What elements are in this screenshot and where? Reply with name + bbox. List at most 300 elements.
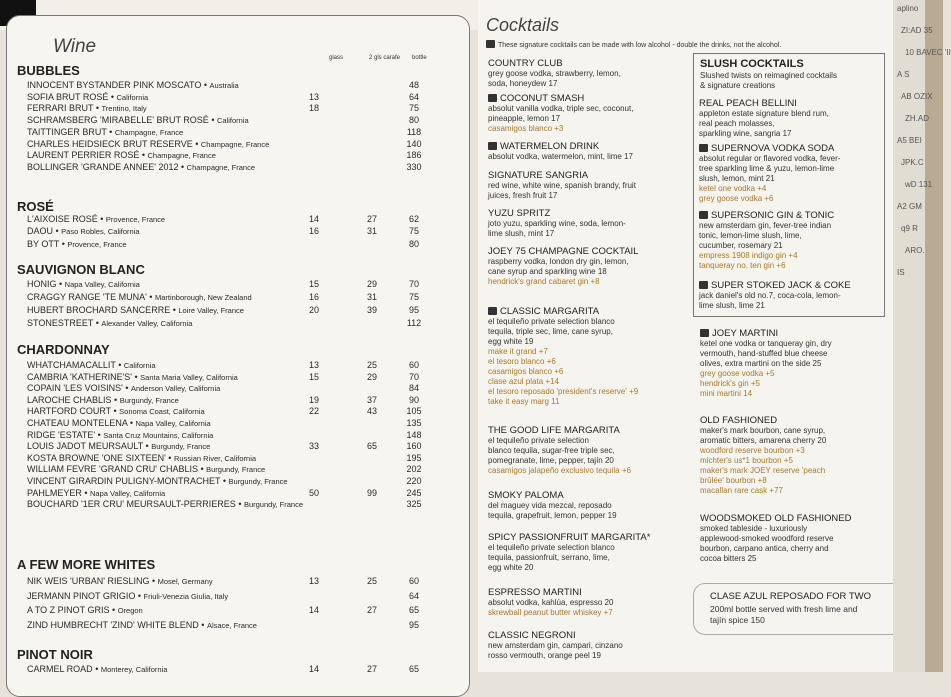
wine-bottle-price: 80: [408, 115, 419, 126]
wine-name: CARMEL ROAD • Monterey, California: [27, 664, 168, 674]
cocktail-desc: del maguey vida mezcal, reposado: [488, 501, 612, 510]
wine-name-text: FERRARI BRUT: [27, 103, 94, 114]
wine-glass-price: 14: [308, 664, 319, 674]
cocktail-desc: pineapple, lemon 17: [488, 114, 561, 123]
cocktail-desc: raspberry vodka, london dry gin, lemon,: [488, 257, 629, 266]
wine-name-text: SOFIA BRUT ROSÉ: [27, 91, 109, 102]
wine-bottle-price: 202: [406, 464, 422, 475]
wine-name-text: ZIND HUMBRECHT 'ZIND' WHITE BLEND: [27, 619, 199, 630]
wine-region: Trentino, Italy: [101, 104, 147, 114]
low-alcohol-icon: [486, 40, 495, 48]
section-heading: A FEW MORE WHITES: [17, 557, 156, 572]
cocktail-desc: juices, fresh fruit 17: [488, 191, 558, 200]
wine-glass-price: 50: [308, 487, 319, 498]
slush-subtitle: [700, 71, 880, 91]
cocktail-item: [488, 93, 684, 134]
wine-title: Wine: [53, 36, 97, 57]
side-text: AB OZIX: [901, 92, 933, 101]
wine-bottle-price: 160: [406, 441, 422, 452]
wine-name: ZIND HUMBRECHT 'ZIND' WHITE BLEND • Alsace, France: [27, 619, 257, 630]
cocktail-name: [699, 98, 895, 109]
cocktail-desc: red wine, white wine, spanish brandy, fruit: [488, 181, 636, 190]
cocktail-item: [699, 143, 895, 204]
wine-bottle-price: 84: [408, 383, 419, 394]
wine-name: CHARLES HEIDSIECK BRUT RESERVE • Champagne, France: [27, 138, 270, 149]
wine-region: Loire Valley, France: [178, 306, 244, 315]
wine-name: A TO Z PINOT GRIS • Oregon: [27, 605, 143, 615]
cocktail-name: [488, 425, 684, 436]
wine-glass-price: 13: [308, 576, 319, 586]
cocktail-name: [488, 170, 684, 181]
cocktail-item: [488, 170, 684, 201]
wine-bottle-price: 75: [408, 292, 419, 302]
wine-glass-price: 18: [308, 103, 319, 114]
wine-bottle-price: 80: [408, 238, 419, 249]
wine-carafe-price: 29: [366, 371, 377, 382]
wine-region: Sonoma Coast, California: [119, 407, 205, 417]
col-glass-header: glass: [329, 55, 344, 61]
cocktail-name: [700, 415, 896, 426]
wine-region: Burgundy, France: [228, 477, 288, 486]
slush-title: SLUSH COCKTAILS: [700, 58, 804, 70]
wine-bottle-price: 95: [408, 619, 419, 630]
cocktail-name: [488, 93, 684, 104]
wine-bottle-price: 118: [406, 126, 422, 137]
wine-carafe-price: 29: [366, 279, 377, 289]
low-alcohol-icon: [699, 144, 708, 152]
wine-name: STONESTREET • Alexander Valley, California: [27, 318, 193, 328]
wine-name-text: KOSTA BROWNE 'ONE SIXTEEN': [27, 452, 166, 463]
cocktail-name: [699, 143, 895, 154]
wine-glass-price: 22: [308, 406, 319, 417]
cocktails-title: Cocktails: [486, 15, 560, 35]
cocktail-name-text: SPICY PASSIONFRUIT MARGARITA*: [488, 532, 651, 543]
cocktail-upgrade: clase azul plata +14: [488, 377, 559, 386]
wine-name: CHATEAU MONTELENA • Napa Valley, California: [27, 418, 211, 428]
wine-region: Champagne, France: [200, 139, 270, 149]
low-alcohol-icon: [488, 307, 497, 315]
cocktail-desc: cocoa bitters 25: [700, 554, 757, 563]
wine-bottle-price: 90: [408, 394, 419, 405]
wine-glass-price: 16: [308, 226, 319, 237]
cocktail-upgrade: casamigos jalapeño exclusivo tequila +6: [488, 466, 631, 475]
cocktail-desc: lime slush, mint 17: [488, 229, 555, 238]
wine-bottle-price: 70: [408, 279, 419, 289]
wine-name-text: WILLIAM FEVRE 'GRAND CRU' CHABLIS: [27, 464, 198, 475]
wine-name-text: RIDGE 'ESTATE': [27, 429, 96, 440]
cocktail-name: [700, 513, 896, 524]
cocktails-panel: [478, 0, 898, 672]
wine-glass-price: 13: [308, 360, 319, 370]
wine-name-text: HARTFORD COURT: [27, 406, 112, 417]
cocktail-name-text: WATERMELON DRINK: [500, 141, 600, 152]
cocktail-name-text: SIGNATURE SANGRIA: [488, 170, 589, 181]
wine-region: Burgundy, France: [119, 395, 179, 405]
cocktail-name-text: JOEY MARTINI: [712, 328, 779, 339]
cocktail-desc: absolut vodka, kahlúa, espresso 20: [488, 598, 614, 607]
wine-region: Alsace, France: [206, 620, 257, 630]
wine-region: Australia: [209, 81, 239, 90]
cocktail-name: [488, 208, 684, 219]
wine-carafe-price: 43: [366, 406, 377, 417]
wine-region: California: [216, 116, 249, 126]
wine-name-text: NIK WEIS 'URBAN' RIESLING: [27, 576, 150, 586]
cocktail-name: [700, 328, 896, 339]
low-alcohol-icon: [699, 281, 708, 289]
side-text: JPK.C: [901, 158, 924, 167]
wine-region: Provence, France: [67, 239, 127, 249]
wine-name-text: SCHRAMSBERG 'MIRABELLE' BRUT ROSÉ: [27, 115, 209, 126]
clase-desc-line: 200ml bottle served with fresh lime and: [710, 604, 858, 614]
cocktail-desc: smoked tableside - luxuriously: [700, 524, 808, 533]
cocktail-desc: grey goose vodka, strawberry, lemon,: [488, 69, 621, 78]
cocktail-name: [488, 306, 684, 317]
wine-glass-price: 16: [308, 292, 319, 302]
cocktail-name-text: COCONUT SMASH: [500, 93, 585, 104]
low-alcohol-icon: [700, 329, 709, 337]
wine-glass-price: 15: [308, 279, 319, 289]
cocktail-name-text: JOEY 75 CHAMPAGNE COCKTAIL: [488, 246, 639, 257]
cocktail-desc: tree sparkling lime & yuzu, lemon-lime: [699, 164, 835, 173]
wine-glass-price: 15: [308, 371, 319, 382]
cocktail-desc: bourbon, carpano antica, cherry and: [700, 544, 829, 553]
cocktail-upgrade: brûlée' bourbon +8: [700, 476, 767, 485]
side-text: aplino: [897, 4, 919, 13]
cocktail-desc: rosso vermouth, orange peel 19: [488, 651, 601, 660]
cocktail-item: [488, 425, 684, 476]
cocktail-desc: cane syrup and sparkling wine 18: [488, 267, 607, 276]
cocktail-desc: egg white 19: [488, 337, 534, 346]
wine-bottle-price: 135: [406, 418, 422, 428]
cocktail-upgrade: ketel one vodka +4: [699, 184, 767, 193]
wine-name-text: BY OTT: [27, 238, 60, 249]
wine-region: Alexander Valley, California: [101, 319, 193, 328]
wine-carafe-price: 25: [366, 576, 377, 586]
section-heading: CHARDONNAY: [17, 342, 110, 357]
wine-bottle-price: 148: [406, 429, 422, 440]
cocktail-desc: aromatic bitters, amarena cherry 20: [700, 436, 827, 445]
wine-region: California: [116, 92, 149, 102]
side-text: q9 R: [901, 224, 918, 233]
clase-title: CLASE AZUL REPOSADO FOR TWO: [710, 591, 872, 602]
wine-name-text: JERMANN PINOT GRIGIO: [27, 590, 136, 601]
wine-bottle-price: 75: [408, 103, 419, 114]
wine-carafe-price: 99: [366, 487, 377, 498]
cocktail-desc: tequila, triple sec, lime, cane syrup,: [488, 327, 613, 336]
cocktail-name-text: YUZU SPRITZ: [488, 208, 551, 219]
wine-name-text: CAMBRIA 'KATHERINE'S': [27, 371, 133, 382]
section-heading: BUBBLES: [17, 63, 80, 78]
cocktail-item: [699, 280, 895, 311]
cocktail-upgrade: make it grand +7: [488, 347, 548, 356]
cocktail-upgrade: hendrick's grand cabaret gin +8: [488, 277, 600, 286]
wine-name: LAROCHE CHABLIS • Burgundy, France: [27, 394, 179, 405]
wine-region: Napa Valley, California: [90, 488, 166, 498]
cocktail-desc: jack daniel's old no.7, coca-cola, lemon-: [699, 291, 841, 300]
wine-bottle-price: 62: [408, 214, 419, 224]
wine-bottle-price: 64: [408, 590, 419, 601]
col-bottle-header: bottle: [412, 55, 427, 61]
cocktail-item: [488, 58, 684, 89]
cocktail-item: [488, 490, 684, 521]
wine-bottle-price: 65: [408, 605, 419, 615]
cocktail-name-text: SUPER STOKED JACK & COKE: [711, 280, 851, 291]
cocktail-name-text: SUPERSONIC GIN & TONIC: [711, 210, 835, 221]
wine-name-text: CHARLES HEIDSIECK BRUT RESERVE: [27, 138, 193, 149]
cocktail-desc: el tequileño private selection blanco: [488, 317, 615, 326]
slush-subtitle-line: & signature creations: [700, 81, 776, 90]
wine-bottle-price: 186: [406, 150, 422, 161]
wine-name-text: WHATCHAMACALLIT: [27, 360, 116, 370]
wine-bottle-price: 140: [406, 138, 422, 149]
cocktail-upgrade: skrewball peanut butter whiskey +7: [488, 608, 613, 617]
cocktail-name: [488, 587, 684, 598]
cocktail-desc: tonic, lemon-lime slush, lime,: [699, 231, 802, 240]
cocktail-desc: new amsterdam gin, fever-tree indian: [699, 221, 832, 230]
cocktail-name-text: CLASSIC NEGRONI: [488, 630, 576, 641]
wine-name: INNOCENT BYSTANDER PINK MOSCATO • Australia: [27, 80, 239, 90]
slush-box: [693, 53, 885, 317]
low-alcohol-icon: [699, 211, 708, 219]
cocktail-desc: soda, honeydew 17: [488, 79, 558, 88]
wine-region: Champagne, France: [147, 151, 216, 161]
cocktail-name-text: COUNTRY CLUB: [488, 58, 563, 69]
wine-bottle-price: 95: [408, 305, 419, 315]
cocktail-name-text: SMOKY PALOMA: [488, 490, 564, 501]
wine-region: Napa Valley, California: [64, 280, 140, 289]
cocktail-desc: joto yuzu, sparkling wine, soda, lemon-: [488, 219, 626, 228]
cocktail-desc: maker's mark bourbon, cane syrup,: [700, 426, 826, 435]
wine-name-text: INNOCENT BYSTANDER PINK MOSCATO: [27, 80, 202, 90]
wine-region: Burgundy, France: [206, 465, 266, 475]
wine-name: LOUIS JADOT MEURSAULT • Burgundy, France: [27, 441, 211, 452]
wine-bottle-price: 64: [408, 91, 419, 102]
wine-name: LAURENT PERRIER ROSÉ • Champagne, France: [27, 150, 216, 161]
wine-name-text: HONIG: [27, 279, 57, 289]
wine-name: RIDGE 'ESTATE' • Santa Cruz Mountains, California: [27, 429, 214, 440]
cocktail-upgrade: macallan rare cask +77: [700, 486, 783, 495]
side-text: A S: [897, 70, 910, 79]
wine-region: Oregon: [117, 606, 143, 615]
side-text: A5 BEI: [897, 136, 922, 145]
wine-carafe-price: 27: [366, 605, 377, 615]
wine-bottle-price: 60: [408, 576, 419, 586]
wine-glass-price: 19: [308, 394, 319, 405]
cocktail-item: [488, 246, 684, 287]
wine-name: NIK WEIS 'URBAN' RIESLING • Mosel, Germany: [27, 576, 213, 586]
cocktail-name: [699, 280, 895, 291]
wine-glass-price: 20: [308, 305, 319, 315]
side-text: ZI:AD 35: [901, 26, 933, 35]
wine-name: COPAIN 'LES VOISINS' • Anderson Valley, California: [27, 383, 221, 394]
low-alcohol-icon: [488, 94, 497, 102]
cocktail-desc: sparkling wine, sangria 17: [699, 129, 792, 138]
cocktail-upgrade: woodford reserve bourbon +3: [700, 446, 805, 455]
wine-name-text: BOLLINGER 'GRANDE ANNEE' 2012: [27, 161, 179, 172]
wine-region: Provence, France: [105, 215, 166, 224]
cocktail-upgrade: grey goose vodka +6: [699, 194, 774, 203]
wine-name: VINCENT GIRARDIN PULIGNY-MONTRACHET • Burgundy, France: [27, 476, 288, 486]
wine-glass-price: 33: [308, 441, 319, 452]
wine-bottle-price: 112: [406, 318, 422, 328]
cocktail-desc: absolut vodka, watermelon, mint, lime 17: [488, 152, 633, 161]
wine-bottle-price: 48: [408, 80, 419, 90]
side-text: A2 GM: [897, 202, 922, 211]
wine-name: HARTFORD COURT • Sonoma Coast, California: [27, 406, 205, 417]
wine-name-text: CARMEL ROAD: [27, 664, 93, 674]
wine-carafe-price: 27: [366, 214, 377, 224]
low-alcohol-note: [486, 40, 781, 49]
wine-carafe-price: 65: [366, 441, 377, 452]
wine-name: CAMBRIA 'KATHERINE'S' • Santa Maria Valley, California: [27, 371, 238, 382]
cocktail-name-text: REAL PEACH BELLINI: [699, 98, 797, 109]
cocktail-name: [488, 630, 684, 641]
wine-region: Paso Robles, California: [61, 227, 140, 237]
wine-region: Champagne, France: [114, 127, 184, 137]
cocktail-desc: absolut regular or flavored vodka, fever-: [699, 154, 841, 163]
wine-name: WILLIAM FEVRE 'GRAND CRU' CHABLIS • Burgundy, France: [27, 464, 266, 475]
side-text: wD 131: [905, 180, 933, 189]
wine-region: Mosel, Germany: [157, 577, 213, 586]
wine-name-text: BOUCHARD '1ER CRU' MEURSAULT-PERRIERES: [27, 499, 236, 510]
cocktail-desc: el tequileño private selection blanco: [488, 543, 615, 552]
section-heading: ROSÉ: [17, 199, 54, 214]
cocktail-name-text: CLASSIC MARGARITA: [500, 306, 600, 317]
wine-carafe-price: 31: [366, 226, 377, 237]
wine-name: JERMANN PINOT GRIGIO • Friuli-Venezia Giulia, Italy: [27, 590, 229, 601]
wine-name-text: PAHLMEYER: [27, 487, 82, 498]
cocktail-upgrade: el tesoro reposado 'president's reserve' +9: [488, 387, 639, 396]
wine-name: WHATCHAMACALLIT • California: [27, 360, 156, 370]
wine-region: Russian River, California: [173, 453, 257, 463]
wine-glass-price: 13: [308, 91, 319, 102]
wine-name: BOUCHARD '1ER CRU' MEURSAULT-PERRIERES • Burgundy, France: [27, 499, 304, 510]
wine-name-text: TAITTINGER BRUT: [27, 126, 107, 137]
cocktail-name: [488, 141, 684, 152]
cocktail-name: [488, 58, 684, 69]
slush-subtitle-line: Slushed twists on reimagined cocktails: [700, 71, 837, 80]
wine-bottle-price: 75: [408, 226, 419, 237]
wine-name: SCHRAMSBERG 'MIRABELLE' BRUT ROSÉ • California: [27, 115, 249, 126]
cocktail-desc: ketel one vodka or tanqueray gin, dry: [700, 339, 832, 348]
cocktail-desc: slush, lemon, mint 21: [699, 174, 775, 183]
wine-name-text: LAURENT PERRIER ROSÉ: [27, 150, 140, 161]
wine-carafe-price: 31: [366, 292, 377, 302]
cocktail-name: [488, 490, 684, 501]
wine-name-text: LOUIS JADOT MEURSAULT: [27, 441, 144, 452]
note-text: These signature cocktails can be made with low alcohol - double the drinks, not the alcohol.: [498, 42, 782, 49]
wine-region: California: [123, 361, 156, 370]
cocktail-desc: cucumber, rosemary 21: [699, 241, 783, 250]
wine-bottle-price: 330: [406, 161, 422, 172]
wine-name-text: HUBERT BROCHARD SANCERRE: [27, 305, 171, 315]
low-alcohol-icon: [488, 142, 497, 150]
wine-bottle-price: 70: [408, 371, 419, 382]
cocktail-desc: appleton estate signature blend rum,: [699, 109, 829, 118]
wine-name: TAITTINGER BRUT • Champagne, France: [27, 126, 184, 137]
cocktail-upgrade: casamigos blanco +3: [488, 124, 564, 133]
wine-bottle-price: 60: [408, 360, 419, 370]
section-heading: PINOT NOIR: [17, 647, 93, 662]
wine-region: Burgundy, France: [243, 500, 304, 510]
wine-name-text: L'AIXOISE ROSÉ: [27, 214, 98, 224]
wine-name: SOFIA BRUT ROSÉ • California: [27, 91, 149, 102]
wine-name: BOLLINGER 'GRANDE ANNEE' 2012 • Champagne, France: [27, 161, 256, 172]
wine-name: CRAGGY RANGE 'TE MUNA' • Martinborough, New Zealand: [27, 292, 252, 302]
wine-name-text: CRAGGY RANGE 'TE MUNA': [27, 292, 147, 302]
cocktail-desc: lime slush, lime 21: [699, 301, 765, 310]
side-text: IS: [897, 268, 905, 277]
wine-region: Anderson Valley, California: [130, 384, 221, 394]
cocktail-desc: vermouth, hand-stuffed blue cheese: [700, 349, 828, 358]
cocktail-desc: el tequileño private selection: [488, 436, 589, 445]
wine-bottle-price: 245: [406, 487, 422, 498]
cocktail-desc: tequila, passionfruit, serrano, lime,: [488, 553, 610, 562]
cocktail-item: [700, 328, 896, 399]
cocktail-desc: olives, extra martini on the side 25: [700, 359, 822, 368]
cocktail-desc: pomegranate, lime, pepper, tajín 20: [488, 456, 614, 465]
wine-carafe-price: 27: [366, 664, 377, 674]
wine-region: Santa Maria Valley, California: [140, 372, 238, 382]
wine-name-text: VINCENT GIRARDIN PULIGNY-MONTRACHET: [27, 476, 221, 486]
wine-carafe-price: 39: [366, 305, 377, 315]
wine-region: Santa Cruz Mountains, California: [103, 430, 214, 440]
clase-azul-box: [693, 583, 915, 635]
wine-region: Martinborough, New Zealand: [154, 293, 252, 302]
cocktail-item: [488, 141, 684, 162]
wine-bottle-price: 65: [408, 664, 419, 674]
col-carafe-header: 2 gls carafe: [369, 55, 401, 61]
cocktail-desc: blanco tequila, sugar-free triple sec,: [488, 446, 615, 455]
cocktail-item: [699, 98, 895, 139]
wine-name-text: A TO Z PINOT GRIS: [27, 605, 110, 615]
wine-bottle-price: 105: [406, 406, 422, 417]
wine-bottle-price: 325: [406, 499, 422, 510]
wine-name-text: DAOU: [27, 226, 54, 237]
cocktail-item: [700, 415, 896, 496]
cocktail-upgrade: maker's mark JOEY reserve 'peach: [700, 466, 826, 475]
cocktail-name-text: SUPERNOVA VODKA SODA: [711, 143, 835, 154]
wine-region: Champagne, France: [186, 162, 256, 172]
cocktail-item: [488, 630, 684, 661]
wine-glass-price: 14: [308, 214, 319, 224]
wine-name-text: CHATEAU MONTELENA: [27, 418, 128, 428]
wine-bottle-price: 195: [406, 452, 422, 463]
wine-region: Burgundy, France: [151, 442, 211, 452]
cocktail-item: [699, 210, 895, 271]
section-heading: SAUVIGNON BLANC: [17, 262, 145, 277]
cocktail-desc: egg white 20: [488, 563, 534, 572]
side-text: ZH.AD: [905, 114, 929, 123]
cocktail-item: [488, 306, 684, 407]
cocktail-name-text: WOODSMOKED OLD FASHIONED: [700, 513, 852, 524]
cocktail-upgrade: empress 1908 indigo gin +4: [699, 251, 798, 260]
cocktail-desc: applewood-smoked woodford reserve: [700, 534, 834, 543]
cocktail-item: [488, 208, 684, 239]
clase-desc: [710, 604, 910, 626]
cocktail-item: [488, 532, 684, 573]
wine-name: BY OTT • Provence, France: [27, 238, 127, 249]
wine-bottle-price: 220: [406, 476, 422, 486]
cocktail-name: [488, 246, 684, 257]
wine-region: Monterey, California: [100, 665, 168, 674]
wine-carafe-price: 25: [366, 360, 377, 370]
wine-name-text: STONESTREET: [27, 318, 94, 328]
wine-name: HUBERT BROCHARD SANCERRE • Loire Valley, France: [27, 305, 244, 315]
cocktail-upgrade: hendrick's gin +5: [700, 379, 761, 388]
cocktail-upgrade: grey goose vodka +5: [700, 369, 775, 378]
cocktail-upgrade: mini martini 14: [700, 389, 753, 398]
